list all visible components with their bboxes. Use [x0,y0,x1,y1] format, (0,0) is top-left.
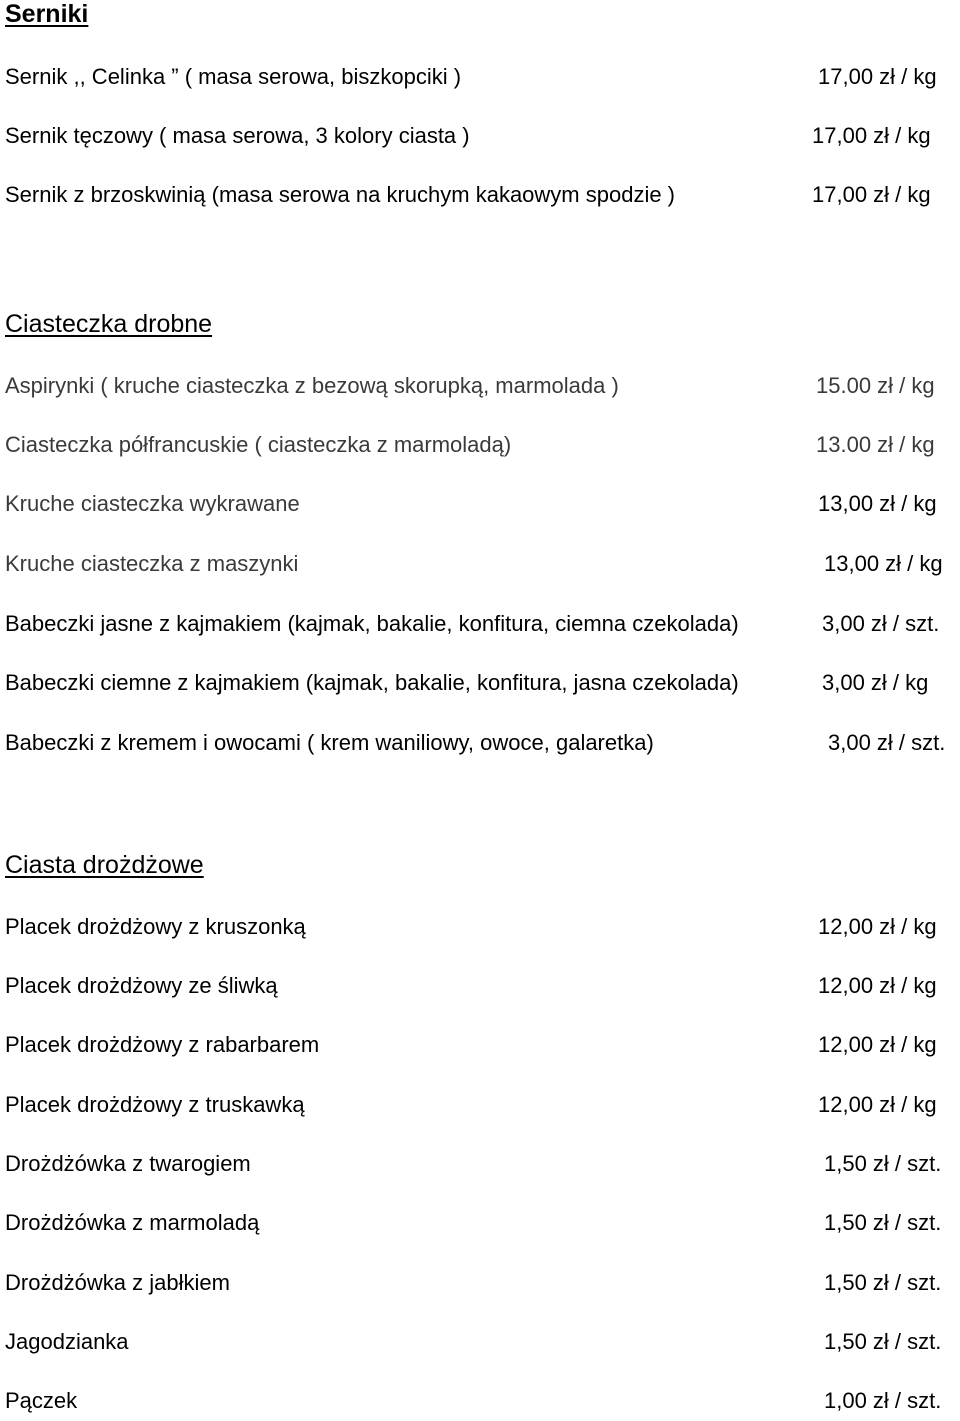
menu-item [0,966,960,1006]
item-price: 3,00 zł / szt. [828,730,946,755]
item-name: Sernik tęczowy ( masa serowa, 3 kolory ciasta ) [5,123,470,148]
item-price: 1,00 zł / szt. [824,1388,942,1413]
menu-item [0,175,960,215]
item-name: Sernik z brzoskwinią (masa serowa na kruchym kakaowym spodzie ) [5,182,676,207]
item-name: Placek drożdżowy z kruszonką [5,914,306,939]
menu-item [0,604,960,644]
item-name: Aspirynki ( kruche ciasteczka z bezową skorupką, marmolada ) [5,373,619,398]
menu-item [0,425,960,465]
item-price: 1,50 zł / szt. [824,1270,942,1295]
item-price: 12,00 zł / kg [818,973,937,998]
item-name: Babeczki jasne z kajmakiem (kajmak, bakalie, konfitura, ciemna czekolada) [5,611,739,636]
item-price: 17,00 zł / kg [812,182,931,207]
menu-item [0,1322,960,1362]
item-price: 1,50 zł / szt. [824,1210,942,1235]
item-price: 13,00 zł / kg [818,491,937,516]
menu-item [0,907,960,947]
item-name: Pączek [5,1388,78,1413]
menu-item [0,1381,960,1421]
menu-item [0,57,960,97]
menu-item [0,1144,960,1184]
item-price: 3,00 zł / kg [822,670,929,695]
item-name: Placek drożdżowy ze śliwką [5,973,278,998]
menu-item [0,1263,960,1303]
item-name: Kruche ciasteczka z maszynki [5,551,299,576]
item-name: Babeczki ciemne z kajmakiem (kajmak, bakalie, konfitura, jasna czekolada) [5,670,739,695]
item-name: Babeczki z kremem i owocami ( krem waniliowy, owoce, galaretka) [5,730,654,755]
item-price: 12,00 zł / kg [818,914,937,939]
item-price: 17,00 zł / kg [812,123,931,148]
menu-item [0,1085,960,1125]
item-price: 17,00 zł / kg [818,64,937,89]
menu-item [0,116,960,156]
menu-item [0,1025,960,1065]
item-price: 12,00 zł / kg [818,1092,937,1117]
section-title-ciasteczka-drobne: Ciasteczka drobne [5,310,213,338]
section-title-ciasta-drozdzowe: Ciasta drożdżowe [5,851,204,879]
item-name: Ciasteczka półfrancuskie ( ciasteczka z marmoladą) [5,432,512,457]
item-name: Sernik ,, Celinka ” ( masa serowa, biszkopciki ) [5,64,462,89]
menu-item [0,1203,960,1243]
item-name: Kruche ciasteczka wykrawane [5,491,300,516]
item-name: Drożdżówka z twarogiem [5,1151,251,1176]
menu-item [0,484,960,524]
item-price: 15.00 zł / kg [816,373,935,398]
menu-item [0,663,960,703]
item-name: Drożdżówka z jabłkiem [5,1270,230,1295]
item-price: 13,00 zł / kg [824,551,943,576]
item-name: Placek drożdżowy z truskawką [5,1092,305,1117]
item-name: Drożdżówka z marmoladą [5,1210,260,1235]
section-title-serniki: Serniki [5,0,89,28]
item-price: 12,00 zł / kg [818,1032,937,1057]
menu-item [0,544,960,584]
item-price: 1,50 zł / szt. [824,1151,942,1176]
item-name: Jagodzianka [5,1329,129,1354]
item-price: 13.00 zł / kg [816,432,935,457]
item-price: 3,00 zł / szt. [822,611,940,636]
item-name: Placek drożdżowy z rabarbarem [5,1032,320,1057]
menu-item [0,366,960,406]
menu-item [0,723,960,763]
item-price: 1,50 zł / szt. [824,1329,942,1354]
